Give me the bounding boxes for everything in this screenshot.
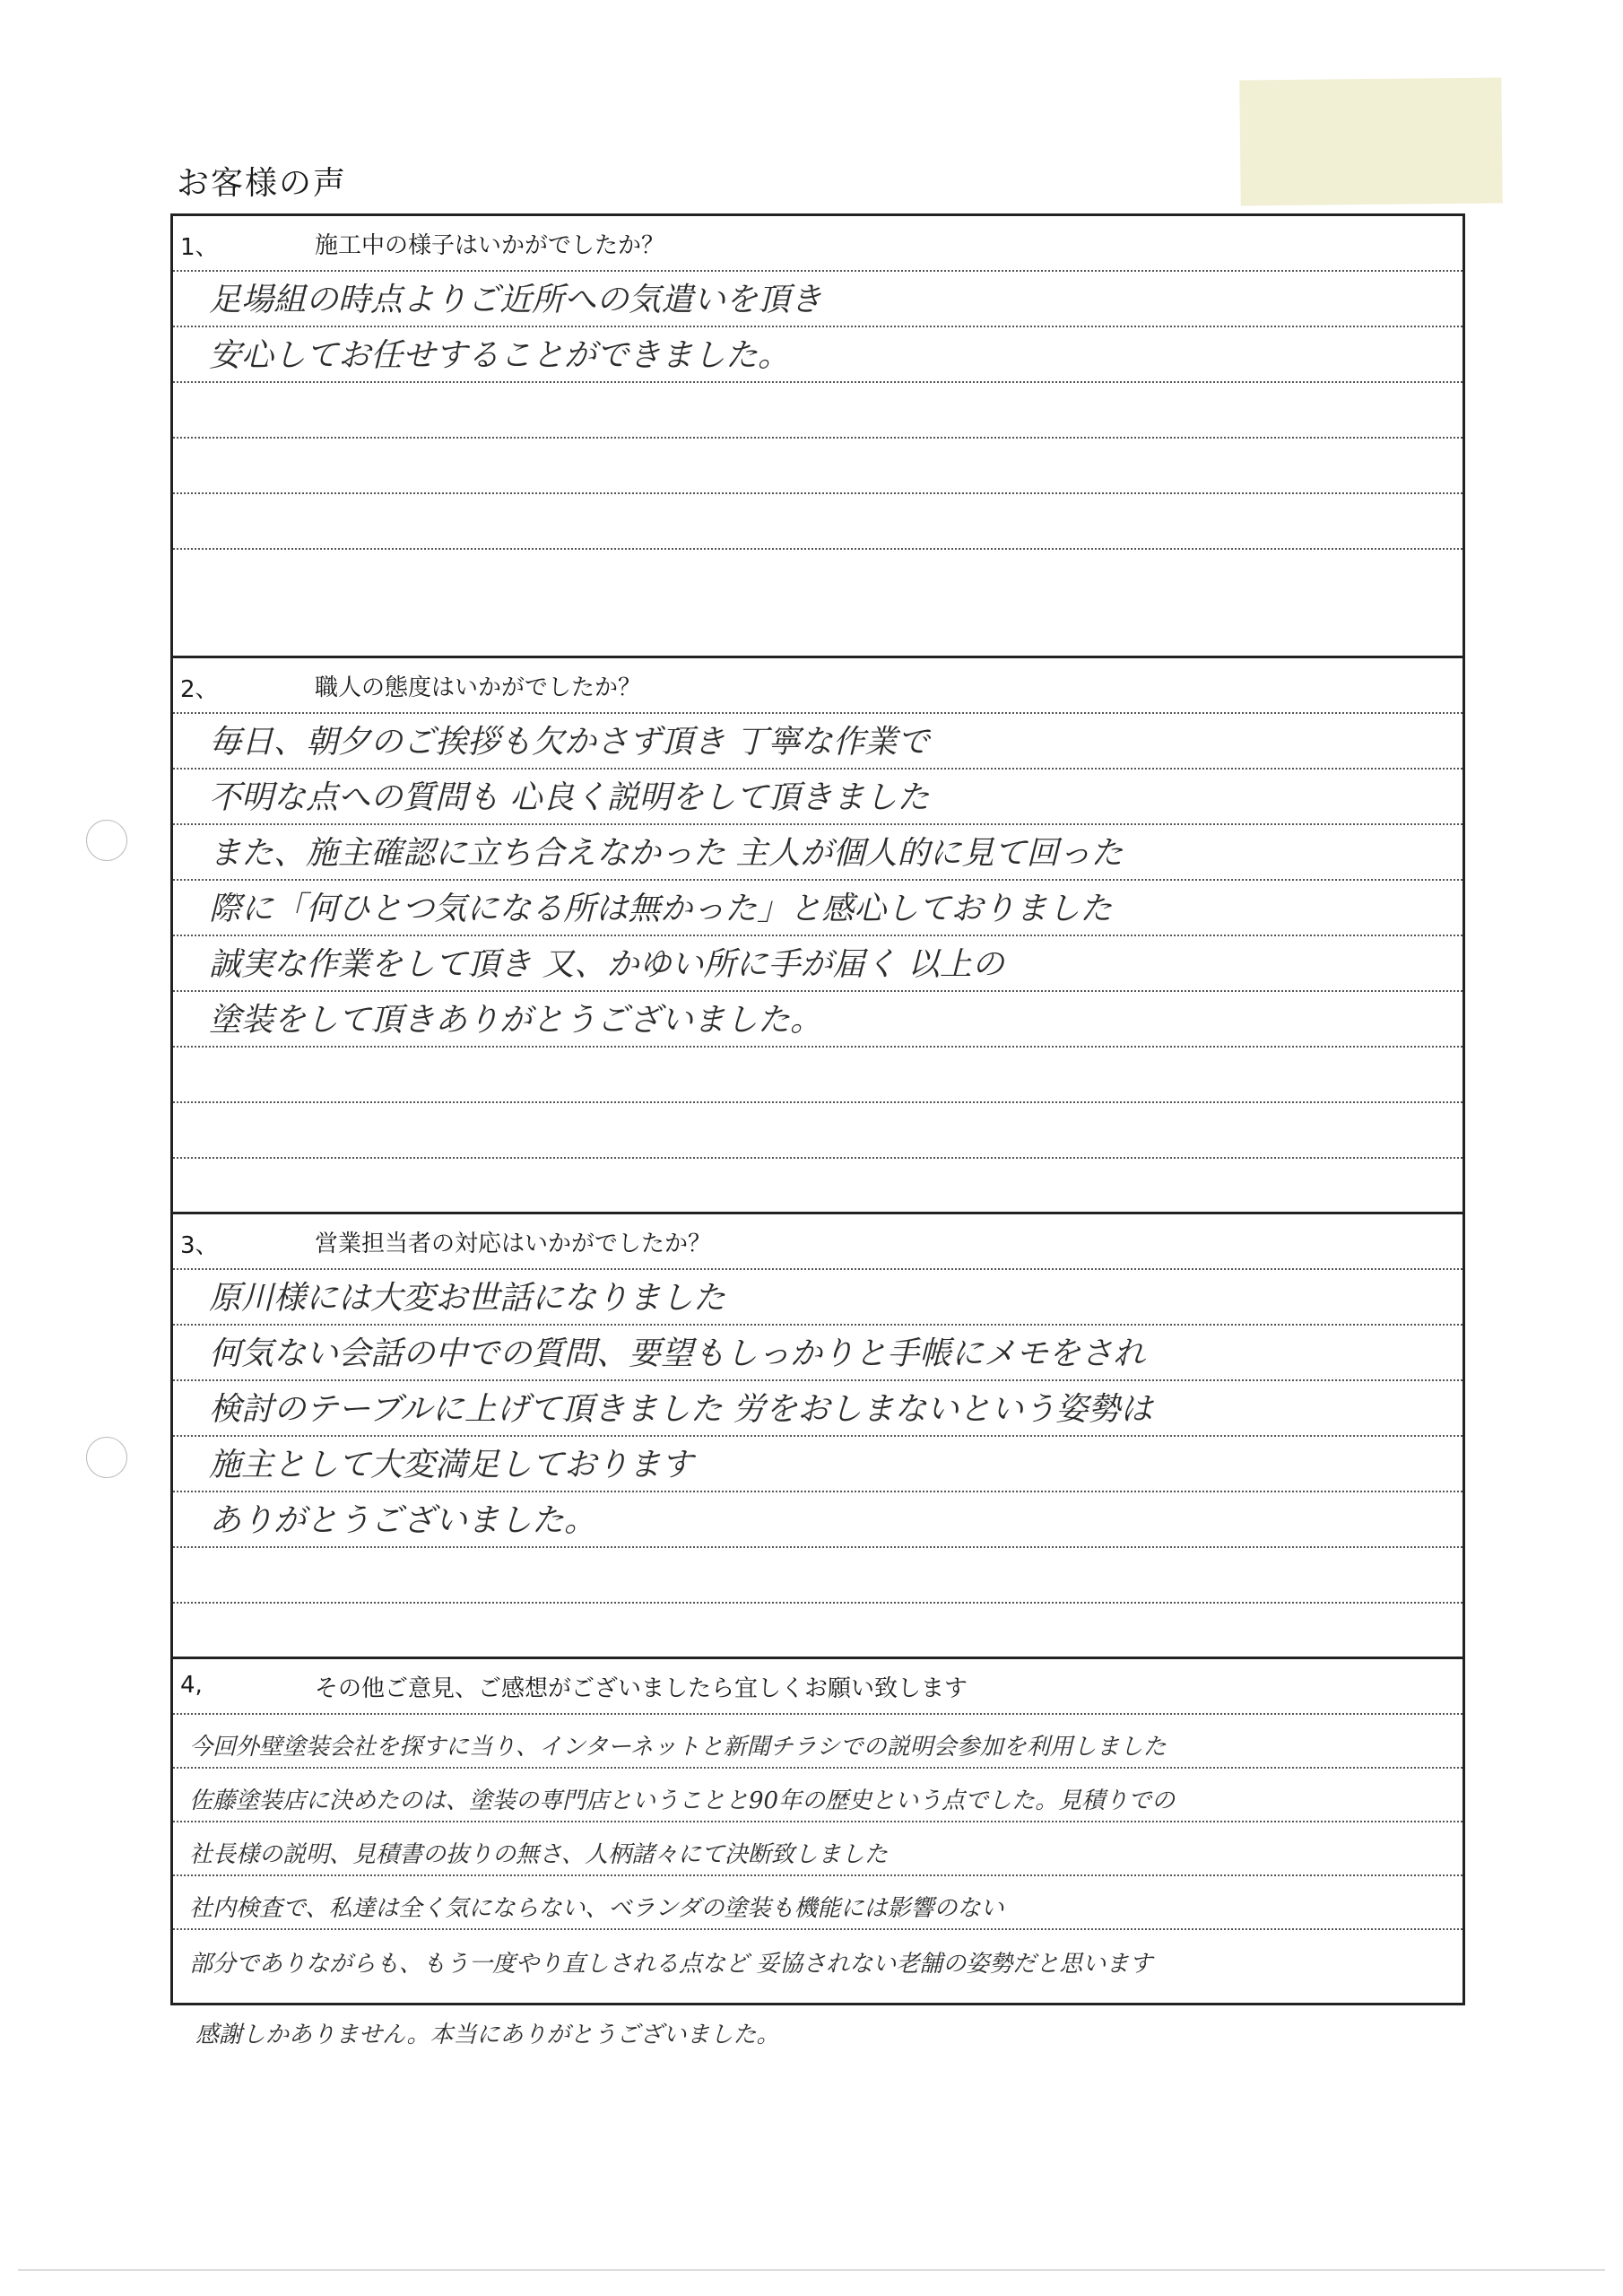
answer-line-blank (173, 1604, 1462, 1659)
answer-line: 不明な点への質問も 心良く説明をして頂きました (173, 770, 1462, 825)
answer-lines (173, 1715, 1462, 1984)
answer-line: 検討のテーブルに上げて頂きました 労をおしまないという姿勢は (173, 1381, 1462, 1437)
question-header (173, 658, 1462, 714)
question-number: 2、 (180, 676, 219, 703)
question-label: 施工中の様子はいかがでしたか？ (315, 232, 665, 259)
answer-lines (173, 714, 1462, 1214)
answer-line-blank (173, 494, 1462, 550)
question-number: 3、 (180, 1232, 219, 1259)
answer-lines (173, 272, 1462, 605)
question-header (173, 1659, 1462, 1715)
answer-lines (173, 1270, 1462, 1659)
answer-line: 施主として大変満足しております (173, 1437, 1462, 1492)
answer-line-blank (173, 1048, 1462, 1103)
answer-line: 社長様の説明、見積書の抜りの無さ、人柄諸々にて決断致しました (173, 1822, 1462, 1876)
answer-line: 塗装をして頂きありがとうございました。 (173, 992, 1462, 1048)
answer-line: 際に「何ひとつ気になる所は無かった」と感心しておりました (173, 881, 1462, 936)
question-label: 営業担当者の対応はいかがでしたか？ (315, 1231, 712, 1257)
scan-edge (18, 2269, 1605, 2271)
question-label: 職人の態度はいかがでしたか？ (315, 674, 642, 701)
punch-hole (86, 820, 127, 861)
answer-line: 今回外壁塗装会社を探すに当り、インターネットと新聞チラシでの説明会参加を利用しました (173, 1715, 1462, 1769)
answer-line-blank (173, 439, 1462, 494)
answer-line: 佐藤塗装店に決めたのは、塗装の専門店ということと90年の歴史という点でした。見積りでの (173, 1769, 1462, 1822)
answer-line: 何気ない会話の中での質問、要望もしっかりと手帳にメモをされ (173, 1326, 1462, 1381)
question-number: 1、 (180, 234, 219, 261)
answer-line: 誠実な作業をして頂き 又、かゆい所に手が届く 以上の (173, 936, 1462, 992)
survey-form (170, 213, 1465, 2005)
question-header (173, 216, 1462, 272)
question-header (173, 1214, 1462, 1270)
answer-line-blank (173, 1159, 1462, 1214)
punch-hole (86, 1437, 127, 1478)
answer-line: 安心してお任せすることができました。 (173, 327, 1462, 383)
question-label: その他ご意見、ご感想がございましたら宜しくお願い致します (315, 1675, 968, 1702)
page-title: お客様の声 (177, 165, 348, 202)
answer-line: 原川様には大変お世話になりました (173, 1270, 1462, 1326)
answer-line-blank (173, 550, 1462, 605)
sticky-note (1239, 77, 1502, 205)
answer-line: 部分でありながらも、もう一度やり直しされる点など 妥協されない老舗の姿勢だと思います (189, 1951, 1153, 1978)
answer-line-blank (173, 1548, 1462, 1604)
answer-line: 毎日、朝夕のご挨拶も欠かさず頂き 丁寧な作業で (173, 714, 1462, 770)
question-number: 4, (180, 1672, 203, 1699)
answer-line-blank (173, 383, 1462, 439)
answer-overflow-line: 感謝しかありません。本当にありがとうございました。 (195, 2022, 780, 2048)
answer-line: 足場組の時点よりご近所への気遣いを頂き (173, 272, 1462, 327)
answer-line-blank (173, 1103, 1462, 1159)
answer-line: また、施主確認に立ち合えなかった 主人が個人的に見て回った (173, 825, 1462, 881)
answer-line: 社内検査で、私達は全く気にならない、ベランダの塗装も機能には影響のない (173, 1876, 1462, 1930)
answer-line: ありがとうございました。 (173, 1492, 1462, 1548)
